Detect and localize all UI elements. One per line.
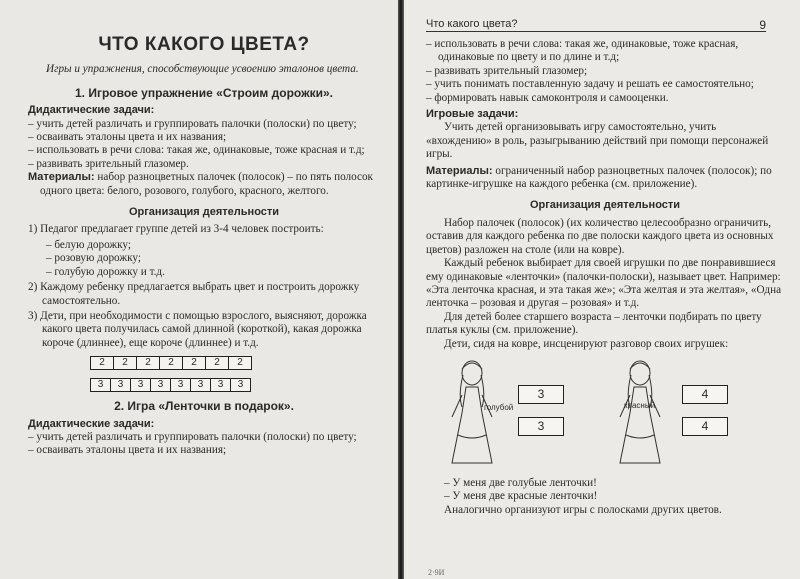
game-tasks-text: Учить детей организовывать игру самостоятельно, учить «вхождению» в роль, разыгрыванию действий при помощи персонажей игры. [426, 121, 769, 161]
list-item: – белую дорожку; [28, 239, 380, 252]
game-tasks-label: Игровые задачи: [426, 108, 519, 121]
footer-mark: 2·9И [428, 568, 445, 577]
strip-cell: 3 [90, 378, 111, 392]
section-2-title: 2. Игра «Ленточки в подарок». [114, 399, 294, 414]
strip-of-threes [90, 378, 380, 392]
step-1-list [28, 239, 380, 279]
strip-cell: 2 [113, 356, 137, 370]
list-item: – развивать зрительный глазомер; [426, 65, 784, 78]
ribbon-count-box: 3 [518, 385, 564, 404]
didactic-label: Дидактические задачи: [28, 104, 155, 117]
list-item: – использовать в речи слова: такая же, одинаковые, тоже красная, одинаковые по цвету и по длине и т.д; [426, 38, 784, 65]
materials-block [28, 171, 380, 198]
page-title: ЧТО КАКОГО ЦВЕТА? [98, 34, 310, 55]
right-page-content [426, 38, 784, 517]
dolls-illustration [426, 355, 784, 477]
didactic-list [28, 118, 380, 172]
list-item: – розовую дорожку; [28, 252, 380, 265]
list-item: – учить понимать поставленную задачу и решать ее самостоятельно; [426, 78, 784, 91]
strip-cell: 2 [228, 356, 252, 370]
paragraph: Дети, сидя на ковре, инсценируют разговор своих игрушек: [444, 337, 729, 350]
step-1: 1) Педагог предлагает группе детей из 3-4 человек построить: [28, 223, 324, 236]
section-1-title: 1. Игровое упражнение «Строим дорожки». [75, 85, 333, 100]
step-2: 2) Каждому ребенку предлагается выбрать цвет и построить дорожку самостоятельно. [28, 281, 360, 307]
strip-cell: 2 [159, 356, 183, 370]
strip-diagram [90, 356, 380, 392]
page-number: 9 [759, 18, 766, 32]
strip-cell: 3 [190, 378, 211, 392]
ribbon-count-box: 3 [518, 417, 564, 436]
paragraph: Для детей более старшего возраста – ленточки подбирать по цвету платья куклы (см. приложение). [426, 310, 762, 337]
strip-cell: 3 [170, 378, 191, 392]
doll-illustration [606, 355, 674, 475]
ribbon-count-box: 4 [682, 417, 728, 436]
left-page [0, 0, 398, 579]
ribbon-count-box: 4 [682, 385, 728, 404]
dialog-line: – У меня две красные ленточки! [444, 490, 598, 503]
doll-2-label: красный [624, 400, 656, 410]
materials-text: ограниченный набор разноцветных палочек (полосок); по картинке-игрушке на каждого ребенка (см. приложение). [426, 164, 772, 191]
paragraph: Каждый ребенок выбирает для своей игрушки по две понравившиеся ему одинаковые «ленточки» (палочки-полоски), называет цвет. Например: «Эта ленточка красная, и эта такая же»; «Эта желтая и эта желтая», «Одна ленточка – розовая и другая – розовая» и т.д. [426, 257, 782, 310]
strip-cell: 3 [230, 378, 251, 392]
organization-title: Организация деятельности [128, 206, 280, 219]
didactic-2-list [28, 431, 380, 458]
strip-cell: 3 [130, 378, 151, 392]
list-item: – формировать навык самоконтроля и самооценки. [426, 92, 784, 105]
materials-label: Материалы: [28, 171, 95, 184]
objectives-list [426, 38, 784, 105]
doll-illustration [438, 355, 506, 475]
intro-text: Игры и упражнения, способствующие усвоению эталонов цвета. [46, 63, 359, 76]
strip-cell: 2 [182, 356, 206, 370]
running-head: Что какого цвета? [426, 18, 518, 30]
running-header [426, 18, 766, 32]
list-item: – голубую дорожку и т.д. [28, 266, 380, 279]
strip-cell: 3 [210, 378, 231, 392]
paragraph: Набор палочек (полосок) (их количество целесообразно ограничить, оставив для каждого ребенка по две полоски каждого цвета из основных цветов) разложен на столе (или на ковре). [426, 216, 774, 256]
right-page [404, 0, 800, 579]
didactic-2-label: Дидактические задачи: [28, 417, 155, 430]
strip-cell: 2 [90, 356, 114, 370]
materials-block [426, 165, 784, 192]
strip-cell: 2 [136, 356, 160, 370]
doll-1-label: голубой [484, 402, 514, 412]
strip-cell: 2 [205, 356, 229, 370]
closing-text: Аналогично организуют игры с полосками других цветов. [444, 503, 722, 516]
organization-title: Организация деятельности [529, 199, 681, 212]
strip-of-twos [90, 356, 380, 370]
list-item: – учить детей различать и группировать палочки (полоски) по цвету; [28, 431, 380, 444]
list-item: – осваивать эталоны цвета и их названия; [28, 131, 380, 144]
materials-text: набор разноцветных палочек (полосок) – по пять полосок одного цвета: белого, розового, голубого, красного, желтого. [40, 171, 373, 197]
left-page-content [28, 0, 380, 458]
strip-cell: 3 [150, 378, 171, 392]
step-3: 3) Дети, при необходимости с помощью взрослого, выясняют, дорожка какого цвета получилась самой длинной (короткой), какая дорожка короче (длиннее), еще короче (длиннее) и т.д. [28, 309, 367, 349]
strip-cell: 3 [110, 378, 131, 392]
list-item: – развивать зрительный глазомер. [28, 158, 380, 171]
list-item: – использовать в речи слова: такая же, одинаковые, тоже красная и т.д; [28, 144, 380, 157]
list-item: – осваивать эталоны цвета и их названия; [28, 444, 380, 457]
materials-label: Материалы: [426, 164, 493, 177]
dialog-line: – У меня две голубые ленточки! [444, 476, 597, 489]
list-item: – учить детей различать и группировать палочки (полоски) по цвету; [28, 118, 380, 131]
